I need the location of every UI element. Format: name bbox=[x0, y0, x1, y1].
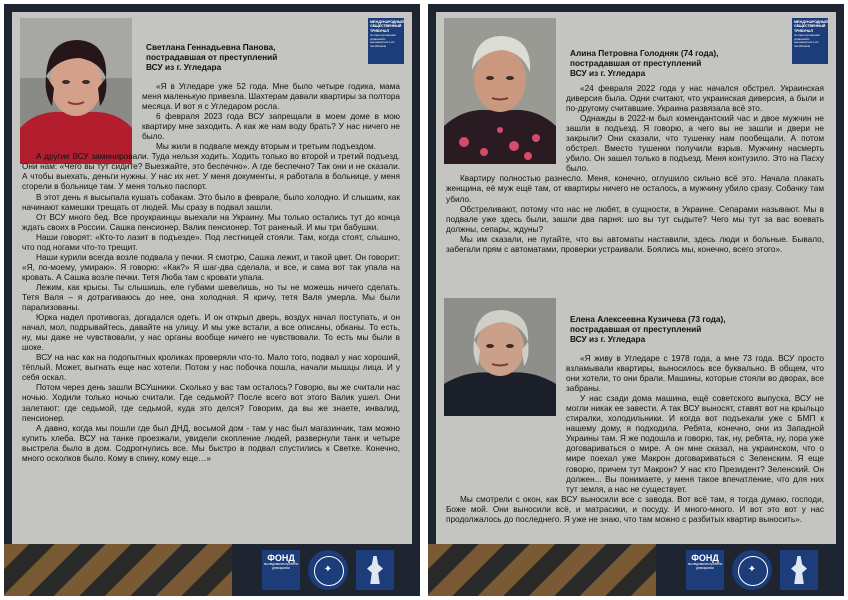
testimony-paragraph: В этот день я высыпала кушать собакам. Это было в феврале, было холодно. И слышим, как начинают камешки трещать от людей. Мы сразу в подвал зашли. bbox=[22, 192, 400, 212]
testimony-text bbox=[22, 82, 400, 464]
testimony-paragraph: Мы им сказали, не пугайте, что вы автоматы наставили, здесь люди и больные. Бывало, забегали прям с автоматами, проверки устраивали. Боялись мы, конечно, всего этого». bbox=[446, 234, 824, 254]
tribunal-emblem-subtitle: по преступлениям украинских неонацистов и их пособников bbox=[370, 33, 396, 48]
victim-caption-line2: пострадавшая от преступлений bbox=[570, 58, 702, 68]
globe-emblem-icon: ✦ bbox=[732, 550, 772, 590]
tribunal-emblem-title: МЕЖДУНАРОДНЫЙ ОБЩЕСТВЕННЫЙ ТРИБУНАЛ bbox=[370, 20, 404, 33]
right-content-area bbox=[436, 12, 836, 544]
partner-logos bbox=[686, 550, 818, 590]
monument-emblem-icon bbox=[780, 550, 818, 590]
victim-caption-line2: пострадавшая от преступлений bbox=[146, 52, 278, 62]
testimony-paragraph: А другие ВСУ заминировали. Туда нельзя ходить. Ходить только во второй и третий подъезд. Они нам: «Чего вы тут сидите? Выезжайте, это беспечно». А где беспечно? Так они и не сказали. А чтобы выехать, деньги нужны. У нас их нет. У меня документы, я работала в больнице, у меня сгорели в больнице там. У меня только паспорт. bbox=[22, 152, 400, 192]
testimony-paragraph: 6 февраля 2023 года ВСУ запрещали в моем доме в мою квартиру мне заходить. А как же нам воду брать? У нас ничего не было. bbox=[142, 112, 400, 142]
left-content-area bbox=[12, 12, 412, 544]
testimony-paragraph: Квартиру полностью разнесло. Меня, конечно, оглушило сильно всё это. Начала плакать женщина, её муж ещё там, от квартиры ничего не осталось, а мужчину убило сразу. Собачку там убило. bbox=[446, 174, 824, 204]
testimony-paragraph: Обстреливают, потому что нас не любят, в сущности, в Украине. Сепарами называют. Мы в подвале уже здесь были, зашли два парня: шо вы тут сыдыте? Чего мы тут за вас воевать должны, сепары, ждуны? bbox=[446, 204, 824, 234]
victim-caption-line3: ВСУ из г. Угледара bbox=[570, 68, 646, 78]
testimony-paragraph: А давно, когда мы пошли где был ДНД, восьмой дом - там у нас был магазинчик, там можно купить хлеба. ВСУ на танке проезжали, увидели скопление людей, развернули танк и четыре выстрела было в дом. Содрогнулись все. Мы быстро в подвал спустились к Светке. Конечно, много осколков было. Кому в спину, кому еще…» bbox=[22, 423, 400, 463]
victim-caption-line3: ВСУ из г. Угледара bbox=[570, 334, 646, 344]
testimony-paragraph: Наши говорят: «Кто-то лазит в подъезде». Под лестницей стояли. Там, когда стоят, слышно, что под ногами что-то трещит. bbox=[22, 232, 400, 252]
testimony-paragraph: У нас сзади дома машина, ещё советского выпуска, ВСУ не могли никак ее завести. А так ВСУ выносят, ставят вот на крыльцо стиралки, холодильники. И когда вот подъехали уже с БМП к нашему дому, я подходила. Ребята, конечно, они из Западной Украины там. Я же подошла и говорю, так, ну, ребята, ну, пора уже договариваться о мире. А он мне сказал, на украинском, что о мире поехал уже Макрон договариваться с Зеленским. Я еще говорю, причем тут Макрон? У нас кто Президент? Зеленский. Он должен... Вы понимаете, у меня такое впечатление, что для них тут земля, а нас не существует. bbox=[566, 394, 824, 494]
tribunal-emblem-subtitle: по преступлениям украинских неонацистов и их пособников bbox=[794, 33, 820, 48]
victim-name: Светлана Геннадьевна Панова, bbox=[146, 42, 276, 52]
partner-logos bbox=[262, 550, 394, 590]
tribunal-emblem-title: МЕЖДУНАРОДНЫЙ ОБЩЕСТВЕННЫЙ ТРИБУНАЛ bbox=[794, 20, 828, 33]
fond-logo-title: ФОНД bbox=[267, 553, 295, 563]
right-panel bbox=[428, 4, 844, 596]
testimony-paragraph: Юрка надел противогаз, догадался одеть. И он открыл дверь, воздух начал поступать, и он начал, мол, подрывайтесь, давайте на улицу. И мы уже встали, а все описаны, обканы. То есть, ну, мы даже не чувствовали, у нас органы вообще ничего не чувствовали. То есть мы были в шоке. bbox=[22, 313, 400, 353]
victim-name: Елена Алексеевна Кузичева (73 года), bbox=[570, 314, 726, 324]
testimony-text bbox=[446, 354, 824, 525]
fond-logo bbox=[686, 550, 724, 590]
tribunal-emblem bbox=[792, 18, 828, 64]
left-panel bbox=[4, 4, 420, 596]
victim-caption-line3: ВСУ из г. Угледара bbox=[146, 62, 222, 72]
testimony-text bbox=[446, 84, 824, 255]
globe-emblem-icon: ✦ bbox=[308, 550, 348, 590]
victim-header bbox=[570, 314, 790, 344]
testimony-paragraph: Однажды в 2022-м был комендантский час и двое мужчин не зашли в подъезд. Я говорю, а чего вы не зашли и двери не закрыли? Они сказали, что тушенку нам пообещали. А потом обстрел. Вместо тушенки получили взрыв. Мужчину насмерть убило. Он зашел только в подъезд. Меня контузило. Это на Пасху было. bbox=[566, 114, 824, 174]
testimony-paragraph: «Я живу в Угледаре с 1978 года, а мне 73 года. ВСУ просто взламывали квартиры, выносилось все буквально. В общем, что они хотели, то они брали. Машины, которые стояли во дворах, все забраны. bbox=[566, 354, 824, 394]
testimony-paragraph: «Я в Угледаре уже 52 года. Мне было четыре годика, мама меня маленькую привезла. Шахтерам давали квартиры за полтора месяца. И вот я с Угледаром росла. bbox=[142, 82, 400, 112]
fond-logo-subtitle: исследования проблем демократии bbox=[687, 562, 723, 570]
testimony-paragraph: «24 февраля 2022 года у нас начался обстрел. Украинская диверсия была. Одни считают, что украинская диверсия, а были и по-другому считавшие. Украина развязала всё это. bbox=[566, 84, 824, 114]
monument-emblem-icon bbox=[356, 550, 394, 590]
testimony-paragraph: ВСУ на нас как на подопытных кроликах проверяли что-то. Мало того, подвал у нас хороший, тёплый. Может, выгнать еще нас хотели. Потом у нас побочка пошла, начали мышцы лица. И у себя оскал. bbox=[22, 353, 400, 383]
victim-header bbox=[146, 42, 346, 72]
testimony-paragraph: Мы жили в подвале между вторым и третьим подъездом. bbox=[156, 142, 377, 152]
tribunal-emblem bbox=[368, 18, 404, 64]
testimony-paragraph: Наши курили всегда возле подвала у печки. Я смотрю, Сашка лежит, и такой цвет. Он говорит: «Я, по-моему, умираю». Я говорю: «Как?» Я шаг-два сделала, и все, и сама вот так упала на кровать. А Сашка возле печки. Тетя Люба там с кровати упала. bbox=[22, 252, 400, 282]
testimony-paragraph: Потом через день зашли ВСУшники. Сколько у вас там осталось? Говорю, вы же считали нас ночью. Ходили только ночью считали. Где седьмой? После всего вот этого Валик ушел. Они залетают: где седьмой, где седьмой, куда это делся? Говорим, да вы же знаете, инвалид, пенсионер. bbox=[22, 383, 400, 423]
fond-logo-subtitle: исследования проблем демократии bbox=[263, 562, 299, 570]
testimony-paragraph: От ВСУ много бед. Все проукраинцы выехали на Украину. Мы только остались тут до конца ждать своих в России. Сашка пенсионер. Валик пенсионер. Тот раненый. И мы три бабушки. bbox=[22, 212, 400, 232]
victim-caption-line2: пострадавшая от преступлений bbox=[570, 324, 702, 334]
fond-logo-title: ФОНД bbox=[691, 553, 719, 563]
testimony-paragraph: Мы смотрели с окон, как ВСУ выносили все с завода. Вот всё там, я тогда думаю, господи, Боже мой. Они выносили всё, и матрасики, и посуду. И много-много. И вот это вот у нас продолжалось до последнего. Я уже не знаю, что там можно с разбитых квартир выносить». bbox=[446, 494, 824, 524]
victim-name: Алина Петровна Голодняк (74 года), bbox=[570, 48, 719, 58]
fond-logo bbox=[262, 550, 300, 590]
testimony-paragraph: Лежим, как крысы. Ты слышишь, еле губами шевелишь, но ты не можешь ничего сделать. Тетя Валя – я дотрагиваюсь до нее, она холодная. Я кричу, тетя Валя умерла. Мы были парализованы. bbox=[22, 282, 400, 313]
victim-header bbox=[570, 48, 770, 78]
